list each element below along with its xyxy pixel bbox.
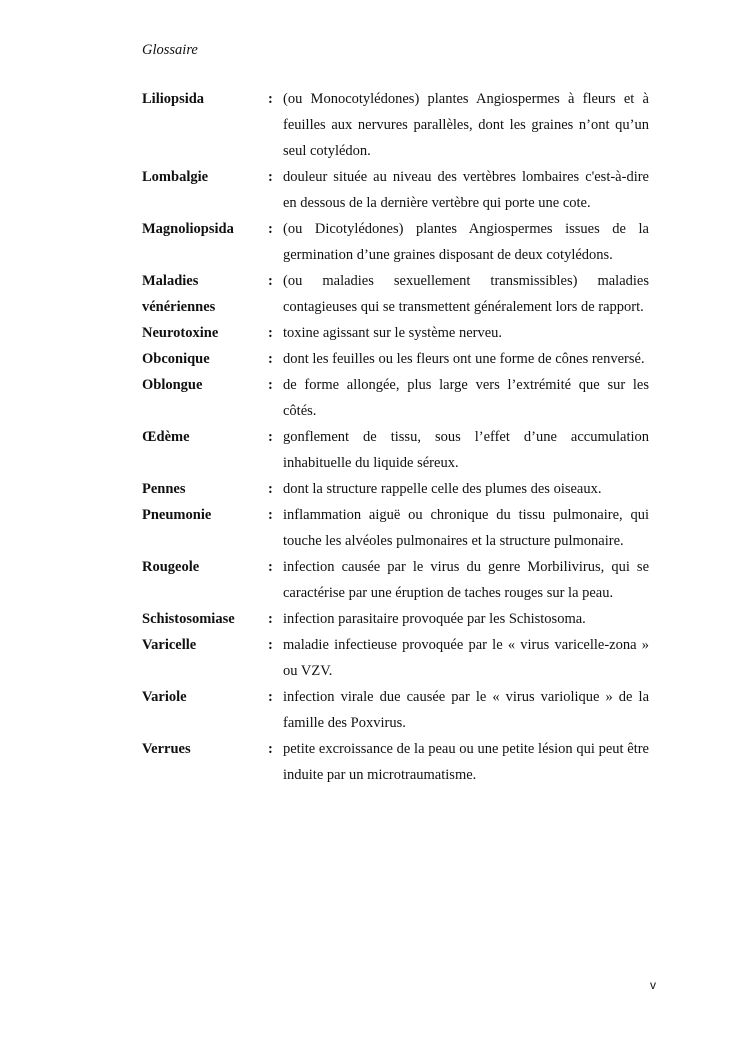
glossary-entry <box>142 164 649 216</box>
glossary-separator: : <box>268 325 273 341</box>
glossary-definition: infection virale due causée par le « virus variolique » de la famille des Poxvirus. <box>283 689 649 731</box>
glossary-separator: : <box>268 91 273 107</box>
glossary-entry <box>142 320 649 346</box>
glossary-term: Lombalgie <box>142 169 209 185</box>
glossary-definition: dont la structure rappelle celle des plumes des oiseaux. <box>283 481 602 497</box>
page-number: v <box>650 978 656 992</box>
glossary-entry <box>142 736 649 788</box>
glossary-definition: petite excroissance de la peau ou une petite lésion qui peut être induite par un microtraumatisme. <box>283 741 649 783</box>
glossary-separator: : <box>268 637 273 653</box>
glossary-separator: : <box>268 559 273 575</box>
glossary-definition: dont les feuilles ou les fleurs ont une forme de cônes renversé. <box>283 351 645 367</box>
glossary-separator: : <box>268 221 273 237</box>
glossary-entry <box>142 554 649 606</box>
glossary-entry <box>142 216 649 268</box>
glossary-separator: : <box>268 689 273 705</box>
glossary-definition: de forme allongée, plus large vers l’extrémité que sur les côtés. <box>283 377 649 419</box>
glossary-definition: (ou Dicotylédones) plantes Angiospermes issues de la germination d’une graines disposant de deux cotylédons. <box>283 221 649 263</box>
glossary-definition: (ou maladies sexuellement transmissibles) maladies contagieuses qui se transmettent généralement lors de rapport. <box>283 273 649 315</box>
glossary-entry <box>142 86 649 164</box>
glossary-definition: toxine agissant sur le système nerveu. <box>283 325 503 341</box>
glossary-term: Magnoliopsida <box>142 221 234 237</box>
glossary-entry <box>142 632 649 684</box>
glossary-term: Pennes <box>142 481 186 497</box>
glossary-term: Obconique <box>142 351 210 367</box>
glossary-entry <box>142 502 649 554</box>
glossary-entry <box>142 606 649 632</box>
page-header: Glossaire <box>142 42 198 58</box>
glossary-term: Verrues <box>142 741 191 757</box>
glossary-definition: maladie infectieuse provoquée par le « virus varicelle-zona » ou VZV. <box>283 637 649 679</box>
glossary-term: Schistosomiase <box>142 611 235 627</box>
glossary-term: Variole <box>142 689 187 705</box>
glossary-term: Neurotoxine <box>142 325 219 341</box>
glossary-term: Pneumonie <box>142 507 212 523</box>
glossary-separator: : <box>268 611 273 627</box>
glossary-entry <box>142 372 649 424</box>
glossary-separator: : <box>268 273 273 289</box>
glossary-definition: infection causée par le virus du genre Morbilivirus, qui se caractérise par une éruption de taches rouges sur la peau. <box>283 559 649 601</box>
glossary-term: Œdème <box>142 429 190 445</box>
glossary-definition: (ou Monocotylédones) plantes Angiospermes à fleurs et à feuilles aux nervures parallèles, dont les graines n’ont qu’un seul cotylédon. <box>283 91 649 159</box>
glossary-entry <box>142 684 649 736</box>
glossary-entry <box>142 268 649 320</box>
glossary-separator: : <box>268 741 273 757</box>
glossary-term: Varicelle <box>142 637 197 653</box>
glossary-separator: : <box>268 169 273 185</box>
glossary-entry <box>142 476 649 502</box>
glossary-term: Rougeole <box>142 559 200 575</box>
glossary-definition: inflammation aiguë ou chronique du tissu pulmonaire, qui touche les alvéoles pulmonaires et la structure pulmonaire. <box>283 507 649 549</box>
glossary-separator: : <box>268 507 273 523</box>
glossary-term: Maladies vénériennes <box>142 273 216 315</box>
glossary-entry <box>142 424 649 476</box>
glossary-separator: : <box>268 481 273 497</box>
glossary-separator: : <box>268 429 273 445</box>
glossary-definition: infection parasitaire provoquée par les Schistosoma. <box>283 611 586 627</box>
glossary-entry <box>142 346 649 372</box>
glossary-separator: : <box>268 351 273 367</box>
glossary-term: Oblongue <box>142 377 203 393</box>
glossary-separator: : <box>268 377 273 393</box>
glossary-list <box>142 86 649 788</box>
glossary-definition: gonflement de tissu, sous l’effet d’une accumulation inhabituelle du liquide séreux. <box>283 429 649 471</box>
glossary-term: Liliopsida <box>142 91 205 107</box>
glossary-definition: douleur située au niveau des vertèbres lombaires c'est-à-dire en dessous de la dernière vertèbre qui porte une cote. <box>283 169 649 211</box>
